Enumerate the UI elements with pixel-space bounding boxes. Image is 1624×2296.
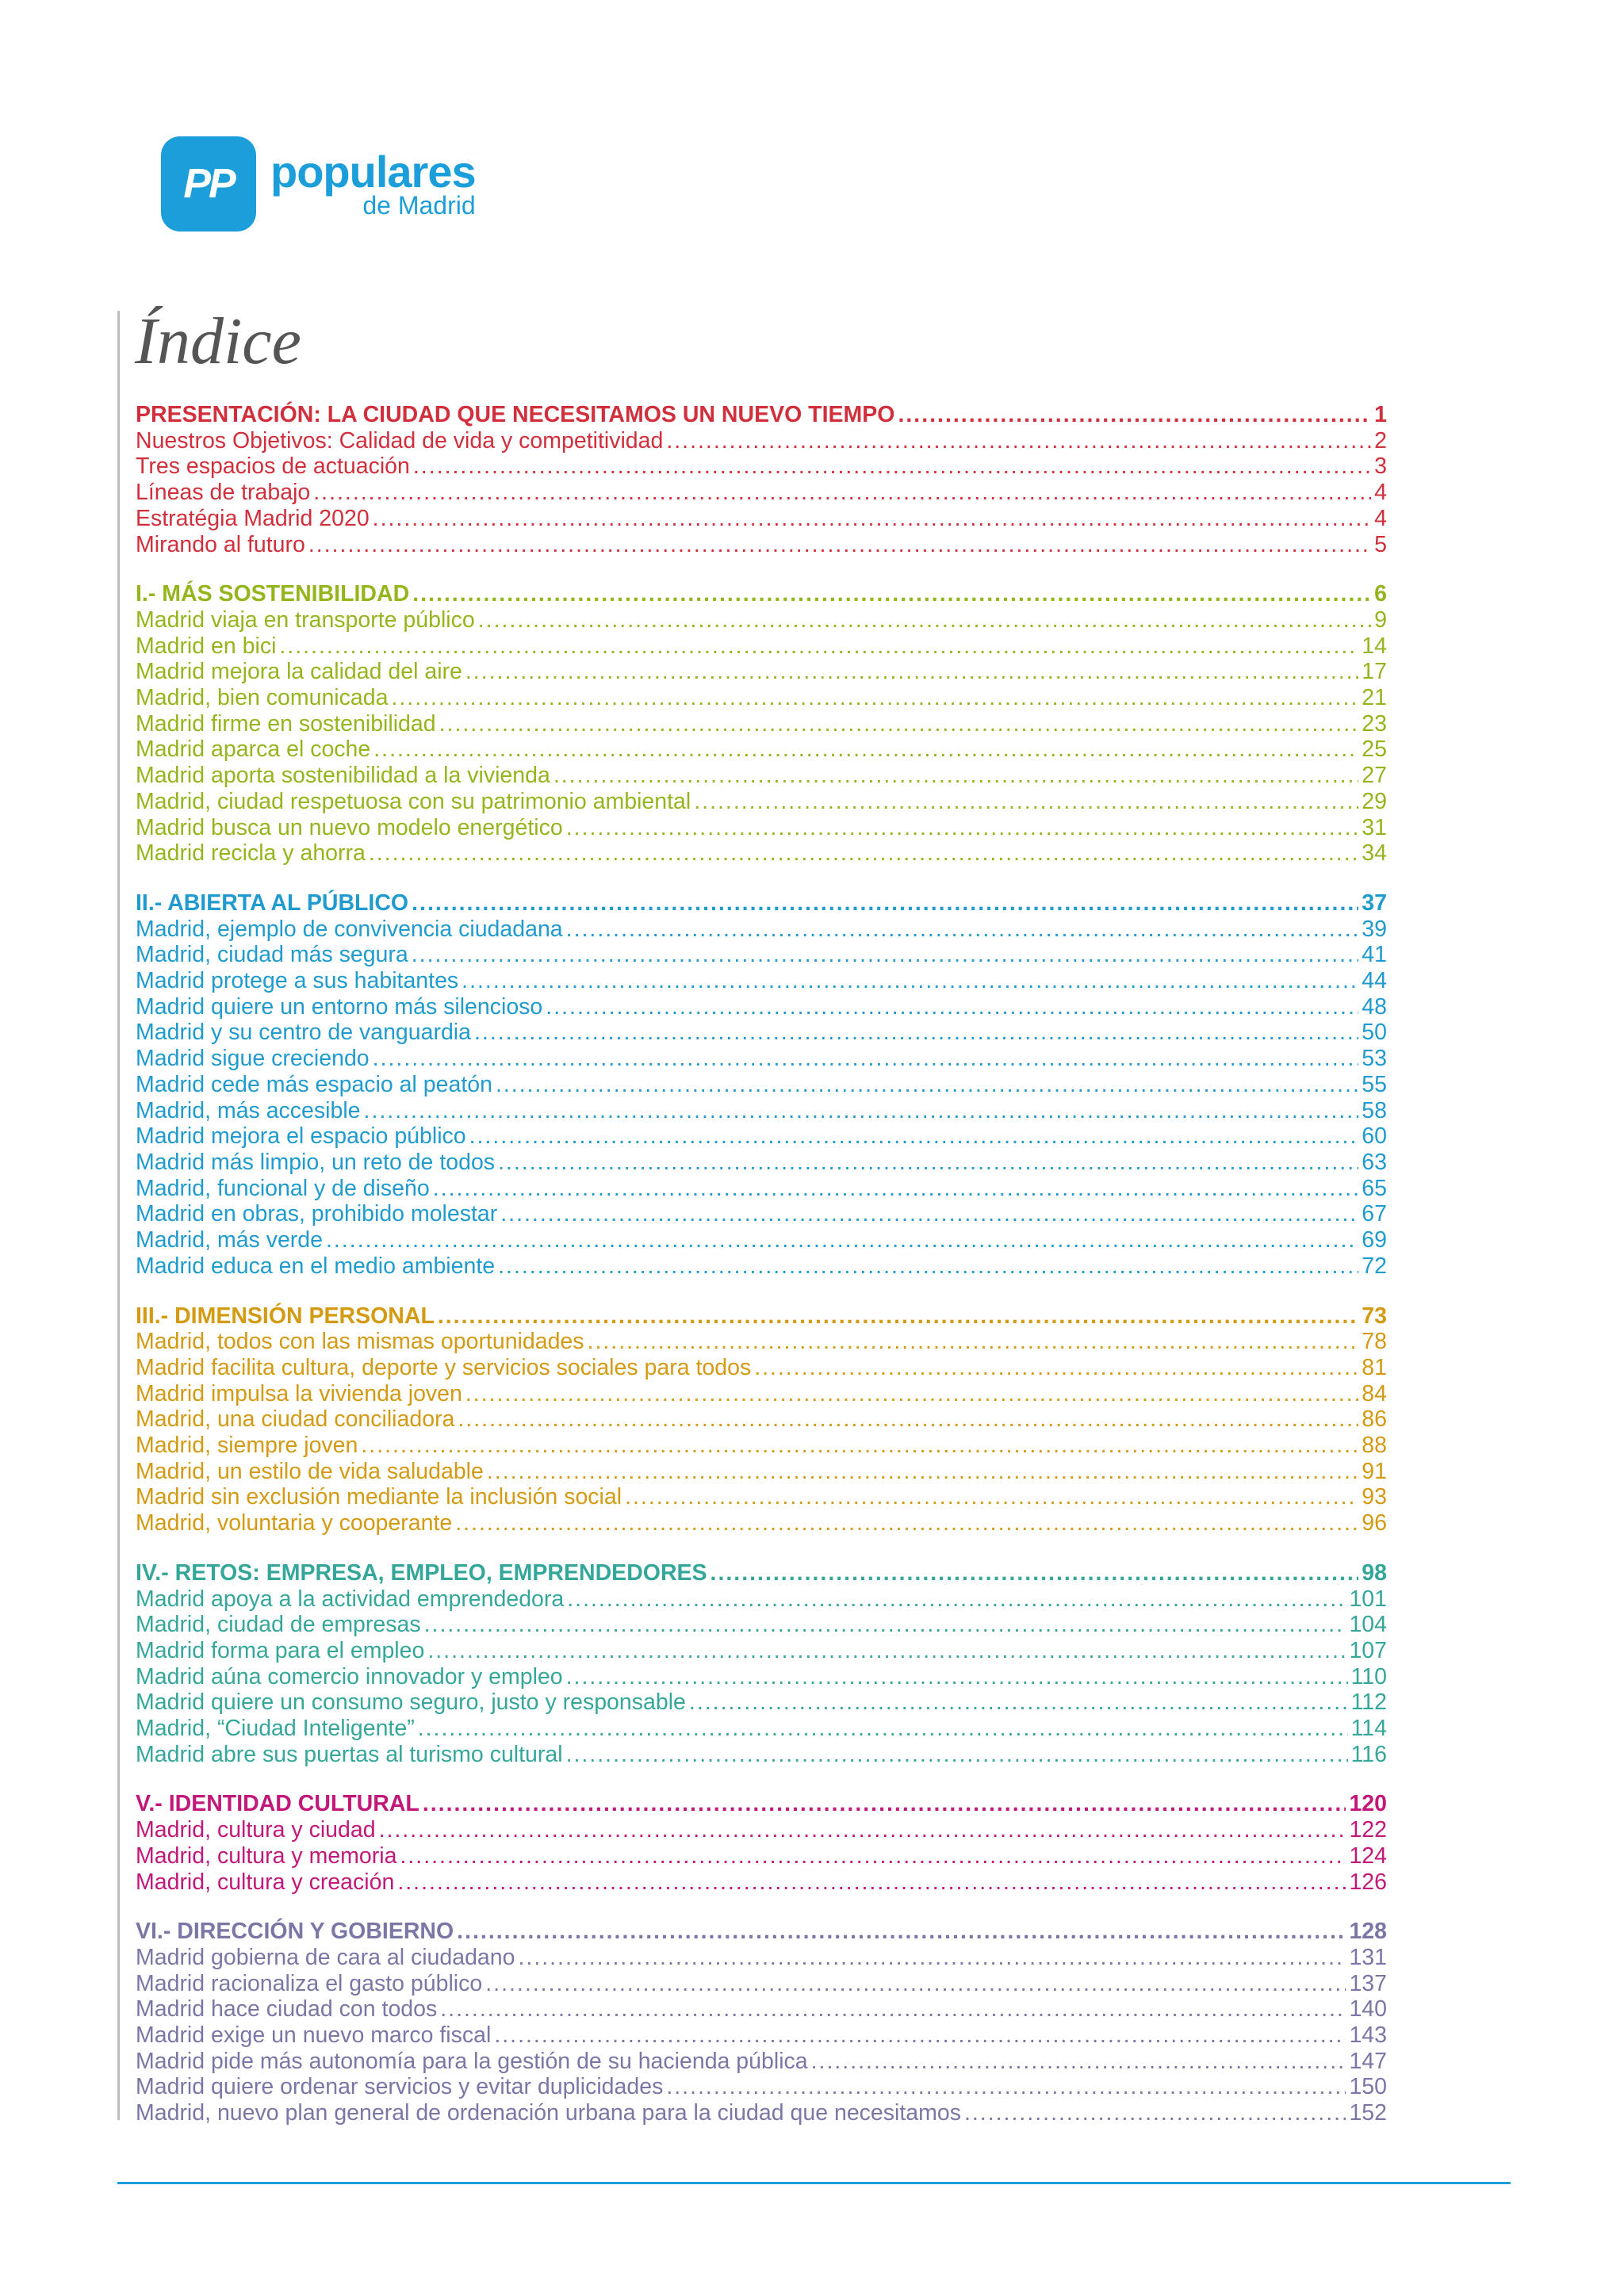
- toc-entry[interactable]: [136, 2022, 1387, 2049]
- toc-entry[interactable]: [136, 815, 1387, 841]
- table-of-contents: [136, 402, 1387, 2150]
- toc-entry-title: Madrid forma para el empleo: [136, 1637, 425, 1663]
- toc-entry[interactable]: [136, 942, 1387, 968]
- dot-leader: [400, 1843, 1346, 1869]
- toc-page-number: 84: [1362, 1380, 1387, 1406]
- toc-entry-title: VI.- DIRECCIÓN Y GOBIERNO: [136, 1919, 454, 1945]
- toc-entry-title: Madrid cede más espacio al peatón: [136, 1071, 492, 1097]
- dot-leader: [566, 1742, 1348, 1768]
- dot-leader: [440, 1996, 1346, 2022]
- toc-entry[interactable]: [136, 1638, 1387, 1664]
- toc-page-number: 81: [1362, 1354, 1387, 1380]
- toc-page-number: 96: [1362, 1510, 1387, 1536]
- toc-entry[interactable]: [136, 1510, 1387, 1536]
- toc-entry-title: Madrid, funcional y de diseño: [136, 1175, 430, 1201]
- toc-page-number: 65: [1362, 1175, 1387, 1201]
- logo-box-text: PP: [183, 161, 234, 207]
- toc-entry-title: Madrid apoya a la actividad emprendedora: [136, 1586, 565, 1612]
- dot-leader: [462, 968, 1358, 994]
- toc-entry[interactable]: [136, 968, 1387, 994]
- toc-section: [136, 581, 1387, 867]
- toc-entry[interactable]: [136, 1612, 1387, 1638]
- toc-entry[interactable]: [136, 1971, 1387, 1997]
- toc-section-heading[interactable]: [136, 402, 1387, 428]
- dot-leader: [373, 506, 1371, 532]
- toc-entry-title: Tres espacios de actuación: [136, 453, 410, 480]
- dot-leader: [455, 1510, 1358, 1536]
- dot-leader: [424, 1612, 1346, 1638]
- dot-leader: [666, 428, 1371, 454]
- toc-entry[interactable]: [136, 2100, 1387, 2126]
- toc-page-number: 112: [1350, 1689, 1387, 1716]
- toc-entry[interactable]: [136, 1201, 1387, 1227]
- toc-page-number: 88: [1362, 1433, 1387, 1459]
- toc-entry[interactable]: [136, 1586, 1387, 1613]
- dot-leader: [694, 789, 1358, 815]
- toc-page-number: 27: [1362, 763, 1387, 789]
- toc-entry[interactable]: [136, 1664, 1387, 1690]
- toc-entry[interactable]: [136, 428, 1387, 454]
- toc-page-number: 110: [1350, 1663, 1387, 1689]
- toc-entry-title: Madrid, “Ciudad Inteligente”: [136, 1716, 415, 1742]
- toc-entry[interactable]: [136, 1253, 1387, 1280]
- toc-entry-title: Madrid hace ciudad con todos: [136, 1996, 438, 2022]
- toc-entry-title: Madrid, ciudad respetuosa con su patrimonio ambiental: [136, 788, 691, 814]
- toc-entry[interactable]: [136, 1072, 1387, 1098]
- toc-entry[interactable]: [136, 1329, 1387, 1355]
- toc-entry[interactable]: [136, 763, 1387, 789]
- toc-page-number: 126: [1349, 1869, 1387, 1895]
- dot-leader: [898, 402, 1371, 428]
- dot-leader: [754, 1355, 1358, 1381]
- dot-leader: [474, 1020, 1358, 1046]
- toc-page-number: 39: [1362, 916, 1387, 942]
- dot-leader: [519, 1945, 1346, 1971]
- toc-entry-title: Madrid impulsa la vivienda joven: [136, 1380, 462, 1406]
- toc-entry[interactable]: [136, 480, 1387, 506]
- toc-entry[interactable]: [136, 1098, 1387, 1124]
- toc-entry[interactable]: [136, 1406, 1387, 1433]
- toc-entry-title: Madrid quiere un entorno más silencioso: [136, 993, 543, 1020]
- toc-page-number: 21: [1362, 685, 1387, 711]
- toc-entry-title: Madrid sin exclusión mediante la inclusión social: [136, 1484, 622, 1510]
- dot-leader: [567, 1586, 1346, 1613]
- toc-entry[interactable]: [136, 789, 1387, 815]
- toc-page-number: 31: [1362, 814, 1387, 840]
- toc-entry-title: Madrid, nuevo plan general de ordenación urbana para la ciudad que necesitamos: [136, 2100, 961, 2126]
- toc-entry[interactable]: [136, 1716, 1387, 1742]
- toc-entry-title: Mirando al futuro: [136, 531, 305, 557]
- toc-page-number: 2: [1374, 427, 1387, 453]
- dot-leader: [500, 1201, 1358, 1227]
- toc-entry-title: Madrid mejora la calidad del aire: [136, 659, 462, 685]
- dot-leader: [498, 1253, 1358, 1280]
- toc-page-number: 124: [1349, 1843, 1387, 1869]
- toc-page-number: 1: [1374, 402, 1387, 427]
- toc-page-number: 48: [1362, 993, 1387, 1020]
- toc-page-number: 104: [1349, 1612, 1387, 1638]
- toc-section: [136, 1303, 1387, 1536]
- toc-page-number: 4: [1374, 505, 1387, 531]
- toc-page-number: 78: [1362, 1329, 1387, 1355]
- toc-entry[interactable]: [136, 659, 1387, 685]
- toc-entry-title: Madrid, ciudad de empresas: [136, 1612, 421, 1638]
- toc-page-number: 5: [1374, 531, 1387, 557]
- dot-leader: [487, 1459, 1358, 1485]
- toc-entry[interactable]: [136, 1869, 1387, 1896]
- dot-leader: [458, 1406, 1358, 1433]
- toc-page-number: 72: [1362, 1253, 1387, 1279]
- dot-leader: [391, 685, 1358, 711]
- toc-page-number: 41: [1362, 942, 1387, 968]
- toc-section-heading[interactable]: [136, 890, 1387, 916]
- toc-section: [136, 402, 1387, 557]
- toc-page-number: 6: [1374, 581, 1387, 607]
- toc-entry-title: Madrid facilita cultura, deporte y servicios sociales para todos: [136, 1354, 752, 1380]
- dot-leader: [438, 1303, 1358, 1330]
- dot-leader: [412, 890, 1358, 916]
- toc-page-number: 116: [1350, 1741, 1387, 1767]
- toc-page-number: 147: [1349, 2048, 1387, 2074]
- toc-page-number: 98: [1362, 1559, 1387, 1586]
- toc-page-number: 114: [1350, 1716, 1387, 1742]
- toc-entry-title: Madrid en bici: [136, 633, 277, 659]
- dot-leader: [361, 1433, 1358, 1459]
- toc-entry-title: Madrid quiere ordenar servicios y evitar duplicidades: [136, 2074, 664, 2100]
- dot-leader: [498, 1150, 1358, 1176]
- toc-entry-title: Madrid quiere un consumo seguro, justo y responsable: [136, 1689, 686, 1716]
- dot-leader: [326, 1227, 1358, 1253]
- toc-entry-title: Madrid, ciudad más segura: [136, 942, 408, 968]
- toc-page-number: 50: [1362, 1020, 1387, 1046]
- dot-leader: [439, 711, 1359, 737]
- dot-leader: [588, 1329, 1359, 1355]
- toc-page-number: 58: [1362, 1097, 1387, 1123]
- toc-entry-title: Madrid y su centro de vanguardia: [136, 1020, 471, 1046]
- toc-page-number: 55: [1362, 1071, 1387, 1097]
- toc-entry-title: Madrid firme en sostenibilidad: [136, 710, 436, 737]
- toc-entry-title: Madrid, ejemplo de convivencia ciudadana: [136, 916, 563, 942]
- toc-section: [136, 1919, 1387, 2126]
- toc-entry-title: Nuestros Objetivos: Calidad de vida y competitividad: [136, 427, 664, 453]
- logo-text: [270, 147, 476, 220]
- toc-page-number: 4: [1374, 480, 1387, 506]
- toc-page-number: 131: [1349, 1944, 1387, 1970]
- toc-page-number: 107: [1349, 1637, 1387, 1663]
- toc-entry-title: Madrid aparca el coche: [136, 737, 371, 763]
- toc-entry-title: Madrid, siempre joven: [136, 1433, 358, 1459]
- toc-page-number: 69: [1362, 1227, 1387, 1253]
- toc-page-number: 137: [1349, 1970, 1387, 1996]
- toc-entry-title: Madrid busca un nuevo modelo energético: [136, 814, 563, 840]
- toc-entry[interactable]: [136, 840, 1387, 867]
- toc-entry-title: Madrid educa en el medio ambiente: [136, 1253, 496, 1279]
- vertical-rule: [117, 311, 120, 2120]
- toc-entry-title: Madrid aúna comercio innovador y empleo: [136, 1663, 563, 1689]
- toc-page-number: 60: [1362, 1123, 1387, 1150]
- toc-entry-title: V.- IDENTIDAD CULTURAL: [136, 1791, 419, 1817]
- toc-entry-title: Madrid mejora el espacio público: [136, 1123, 466, 1150]
- logo-subtitle: de Madrid: [362, 191, 476, 220]
- dot-leader: [413, 453, 1371, 480]
- dot-leader: [666, 2074, 1346, 2100]
- dot-leader: [689, 1689, 1348, 1716]
- dot-leader: [546, 994, 1358, 1020]
- toc-entry[interactable]: [136, 1484, 1387, 1510]
- dot-leader: [397, 1869, 1346, 1896]
- toc-entry-title: Madrid sigue creciendo: [136, 1046, 370, 1072]
- footer-rule: [117, 2182, 1511, 2184]
- toc-entry[interactable]: [136, 1945, 1387, 1971]
- dot-leader: [496, 1072, 1358, 1098]
- dot-leader: [373, 1046, 1359, 1072]
- toc-entry[interactable]: [136, 2049, 1387, 2075]
- toc-entry[interactable]: [136, 1381, 1387, 1407]
- dot-leader: [566, 916, 1359, 943]
- toc-entry[interactable]: [136, 1459, 1387, 1485]
- dot-leader: [412, 581, 1371, 607]
- toc-entry-title: Líneas de trabajo: [136, 480, 311, 506]
- toc-section: [136, 1560, 1387, 1768]
- dot-leader: [279, 633, 1358, 660]
- dot-leader: [710, 1560, 1359, 1586]
- toc-page-number: 67: [1362, 1201, 1387, 1227]
- toc-entry[interactable]: [136, 1020, 1387, 1046]
- toc-entry[interactable]: [136, 1123, 1387, 1150]
- toc-section-heading[interactable]: [136, 1791, 1387, 1817]
- toc-section: [136, 1791, 1387, 1895]
- toc-entry[interactable]: [136, 453, 1387, 480]
- toc-entry[interactable]: [136, 2074, 1387, 2100]
- toc-page-number: 34: [1362, 840, 1387, 867]
- toc-section-heading[interactable]: [136, 1560, 1387, 1586]
- toc-entry-title: PRESENTACIÓN: LA CIUDAD QUE NECESITAMOS UN NUEVO TIEMPO: [136, 402, 895, 427]
- toc-page-number: 128: [1349, 1919, 1387, 1945]
- logo-name: populares: [270, 147, 476, 197]
- toc-page-number: 14: [1362, 633, 1387, 659]
- toc-entry-title: Madrid racionaliza el gasto público: [136, 1970, 483, 1996]
- toc-entry-title: Madrid en obras, prohibido molestar: [136, 1201, 498, 1227]
- toc-entry[interactable]: [136, 1046, 1387, 1072]
- toc-entry-title: Madrid pide más autonomía para la gestión de su hacienda pública: [136, 2048, 808, 2074]
- toc-section-heading[interactable]: [136, 1919, 1387, 1945]
- toc-page-number: 91: [1362, 1458, 1387, 1484]
- toc-entry[interactable]: [136, 711, 1387, 737]
- toc-entry[interactable]: [136, 633, 1387, 660]
- dot-leader: [364, 1098, 1359, 1124]
- toc-entry[interactable]: [136, 685, 1387, 711]
- toc-page-number: 150: [1349, 2074, 1387, 2100]
- toc-page-number: 101: [1349, 1586, 1387, 1612]
- toc-entry[interactable]: [136, 1996, 1387, 2022]
- toc-page-number: 23: [1362, 710, 1387, 737]
- dot-leader: [369, 840, 1358, 867]
- dot-leader: [811, 2049, 1346, 2075]
- toc-entry-title: Madrid, cultura y ciudad: [136, 1817, 376, 1843]
- dot-leader: [625, 1484, 1358, 1510]
- toc-page-number: 17: [1362, 659, 1387, 685]
- dot-leader: [313, 480, 1371, 506]
- dot-leader: [373, 737, 1358, 763]
- toc-entry[interactable]: [136, 1742, 1387, 1768]
- toc-entry[interactable]: [136, 532, 1387, 558]
- toc-page-number: 3: [1374, 453, 1387, 480]
- toc-entry-title: Madrid abre sus puertas al turismo cultural: [136, 1741, 563, 1767]
- toc-page-number: 122: [1349, 1817, 1387, 1843]
- dot-leader: [964, 2100, 1346, 2126]
- dot-leader: [465, 659, 1358, 685]
- toc-entry-title: Madrid viaja en transporte público: [136, 607, 475, 633]
- dot-leader: [427, 1638, 1346, 1664]
- toc-page-number: 44: [1362, 968, 1387, 994]
- toc-entry-title: Madrid, todos con las mismas oportunidades: [136, 1329, 584, 1355]
- toc-entry[interactable]: [136, 1817, 1387, 1843]
- toc-entry[interactable]: [136, 1355, 1387, 1381]
- dot-leader: [469, 1123, 1359, 1150]
- dot-leader: [418, 1716, 1348, 1742]
- toc-entry-title: Madrid protege a sus habitantes: [136, 968, 459, 994]
- dot-leader: [379, 1817, 1346, 1843]
- toc-entry-title: Madrid, un estilo de vida saludable: [136, 1458, 484, 1484]
- toc-section-heading[interactable]: [136, 1303, 1387, 1330]
- toc-entry[interactable]: [136, 1843, 1387, 1869]
- dot-leader: [485, 1971, 1346, 1997]
- toc-entry-title: III.- DIMENSIÓN PERSONAL: [136, 1303, 435, 1329]
- toc-entry-title: Madrid, cultura y creación: [136, 1869, 395, 1895]
- dot-leader: [457, 1919, 1346, 1945]
- dot-leader: [494, 2022, 1346, 2049]
- toc-page-number: 37: [1362, 890, 1387, 916]
- brand-logo: [161, 136, 476, 232]
- toc-entry-title: Madrid, bien comunicada: [136, 685, 389, 711]
- dot-leader: [566, 815, 1359, 841]
- toc-page-number: 73: [1362, 1303, 1387, 1329]
- toc-entry[interactable]: [136, 1176, 1387, 1202]
- toc-entry[interactable]: [136, 1150, 1387, 1176]
- toc-page-number: 152: [1349, 2100, 1387, 2126]
- toc-page-number: 25: [1362, 737, 1387, 763]
- dot-leader: [433, 1176, 1359, 1202]
- page-title: Índice: [135, 304, 301, 378]
- toc-entry-title: Madrid más limpio, un reto de todos: [136, 1149, 496, 1175]
- toc-entry-title: Madrid, voluntaria y cooperante: [136, 1510, 453, 1536]
- toc-page-number: 140: [1349, 1996, 1387, 2022]
- toc-entry-title: IV.- RETOS: EMPRESA, EMPLEO, EMPRENDEDORES: [136, 1559, 707, 1586]
- toc-entry[interactable]: [136, 1227, 1387, 1253]
- pp-logo-icon: [161, 136, 256, 232]
- toc-page-number: 120: [1349, 1791, 1387, 1817]
- toc-entry-title: Estratégia Madrid 2020: [136, 505, 370, 531]
- toc-entry-title: Madrid, más verde: [136, 1227, 324, 1253]
- toc-page-number: 86: [1362, 1406, 1387, 1433]
- toc-entry[interactable]: [136, 916, 1387, 943]
- toc-entry[interactable]: [136, 607, 1387, 633]
- toc-entry-title: Madrid, más accesible: [136, 1097, 361, 1123]
- toc-entry[interactable]: [136, 1433, 1387, 1459]
- toc-entry-title: Madrid recicla y ahorra: [136, 840, 366, 867]
- dot-leader: [465, 1381, 1358, 1407]
- toc-entry-title: I.- MÁS SOSTENIBILIDAD: [136, 581, 410, 607]
- toc-entry[interactable]: [136, 994, 1387, 1020]
- toc-entry[interactable]: [136, 1689, 1387, 1716]
- toc-entry[interactable]: [136, 506, 1387, 532]
- toc-page-number: 29: [1362, 788, 1387, 814]
- toc-section-heading[interactable]: [136, 581, 1387, 607]
- toc-section: [136, 890, 1387, 1280]
- toc-entry[interactable]: [136, 737, 1387, 763]
- toc-entry-title: Madrid, una ciudad conciliadora: [136, 1406, 455, 1433]
- toc-entry-title: Madrid exige un nuevo marco fiscal: [136, 2022, 492, 2049]
- toc-entry-title: Madrid aporta sostenibilidad a la vivienda: [136, 763, 550, 789]
- toc-page-number: 93: [1362, 1484, 1387, 1510]
- toc-page-number: 63: [1362, 1149, 1387, 1175]
- toc-page-number: 9: [1374, 607, 1387, 633]
- dot-leader: [308, 532, 1371, 558]
- dot-leader: [423, 1791, 1346, 1817]
- toc-page-number: 53: [1362, 1046, 1387, 1072]
- toc-page-number: 143: [1349, 2022, 1387, 2049]
- toc-entry-title: Madrid gobierna de cara al ciudadano: [136, 1944, 515, 1970]
- toc-entry-title: Madrid, cultura y memoria: [136, 1843, 397, 1869]
- dot-leader: [412, 942, 1359, 968]
- dot-leader: [553, 763, 1358, 789]
- dot-leader: [566, 1664, 1348, 1690]
- toc-entry-title: II.- ABIERTA AL PÚBLICO: [136, 890, 409, 916]
- dot-leader: [478, 607, 1371, 633]
